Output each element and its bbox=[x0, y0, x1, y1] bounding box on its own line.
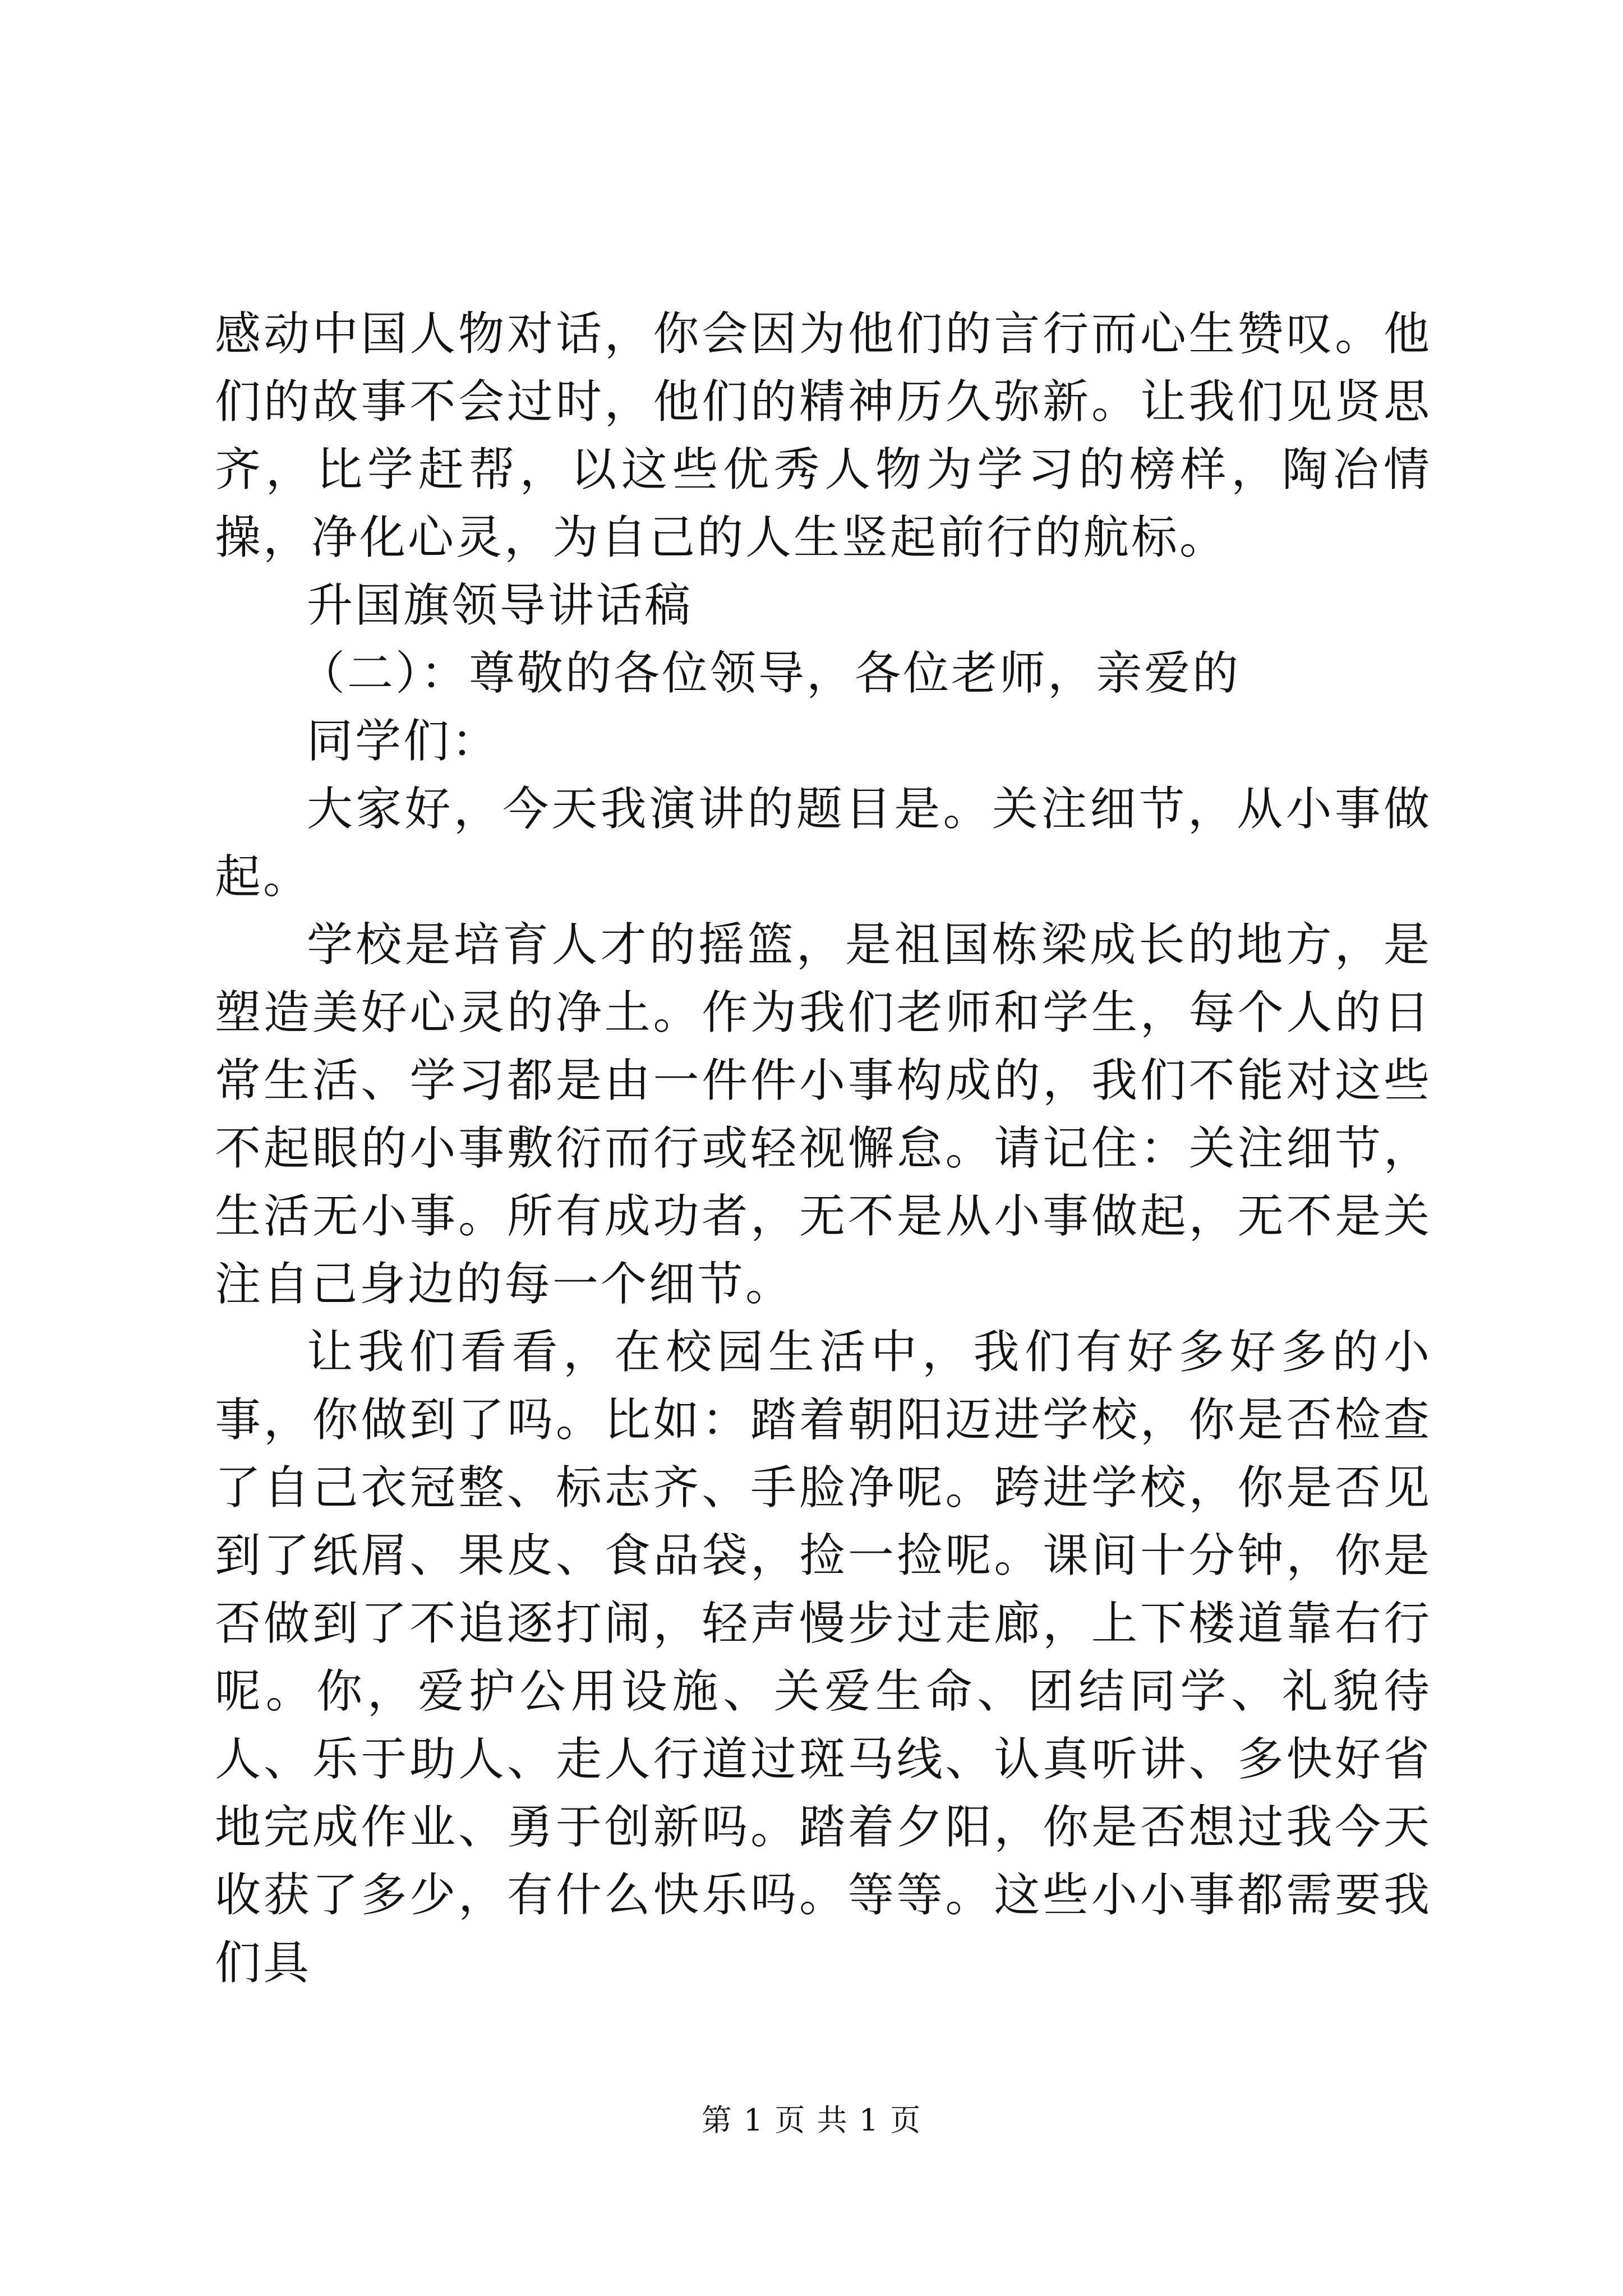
paragraph-body: 学校是培育人才的摇篮，是祖国栋梁成长的地方，是塑造美好心灵的净土。作为我们老师和学生，每个人的日常生活、学习都是由一件件小事构成的，我们不能对这些不起眼的小事敷衍而行或轻视懈怠。请记住：关注细节，生活无小事。所有成功者，无不是从小事做起，无不是关注自己身边的每一个细节。 bbox=[215, 918, 1432, 1311]
paragraph-continuation: 感动中国人物对话，你会因为他们的言行而心生赞叹。他们的故事不会过时，他们的精神历久弥新。让我们见贤思齐，比学赶帮，以这些优秀人物为学习的榜样，陶冶情操，净化心灵，为自己的人生竖起前行的航标。 bbox=[215, 307, 1432, 564]
page-footer: 第 1 页 共 1 页 bbox=[701, 2102, 922, 2138]
paragraph-body: 让我们看看，在校园生活中，我们有好多好多的小事，你做到了吗。比如：踏着朝阳迈进学校，你是否检查了自己衣冠整、标志齐、手脸净呢。跨进学校，你是否见到了纸屑、果皮、食品袋，捡一捡呢。课间十分钟，你是否做到了不追逐打闹，轻声慢步过走廊，上下楼道靠右行呢。你，爱护公用设施、关爱生命、团结同学、礼貌待人、乐于助人、走人行道过斑马线、认真听讲、多快好省地完成作业、勇于创新吗。踏着夕阳，你是否想过我今天收获了多少，有什么快乐吗。等等。这些小小事都需要我们具 bbox=[215, 1326, 1432, 1990]
paragraph-greeting: （二）：尊敬的各位领导，各位老师，亲爱的 bbox=[299, 647, 1241, 700]
paragraph-greeting-continued: 同学们： bbox=[307, 715, 500, 768]
document-body bbox=[215, 300, 1432, 1997]
paragraph-heading-title: 升国旗领导讲话稿 bbox=[307, 579, 693, 632]
paragraph-intro: 大家好，今天我演讲的题目是。关注细节，从小事做起。 bbox=[215, 783, 1432, 904]
